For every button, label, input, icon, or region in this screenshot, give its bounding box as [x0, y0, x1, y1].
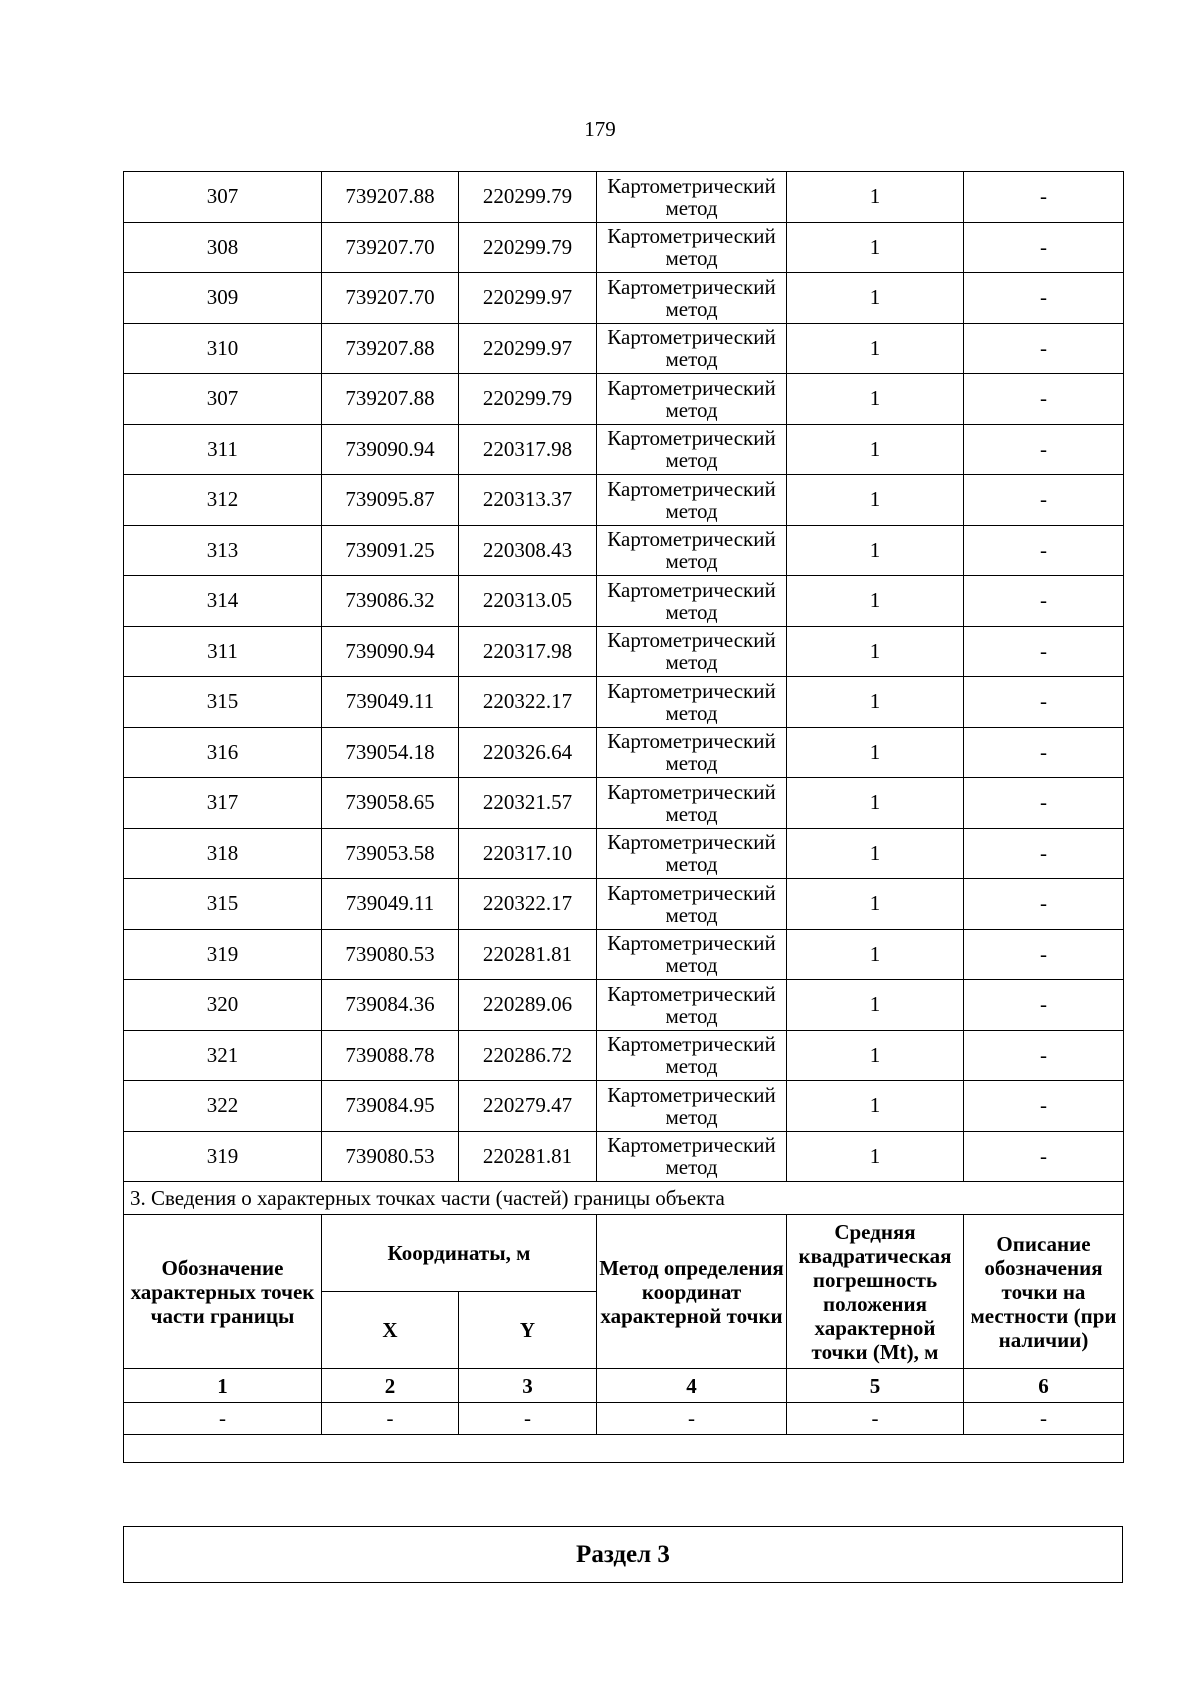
y-cell: 220321.57 [459, 778, 597, 829]
description-cell: - [964, 1131, 1124, 1182]
mt-cell: 1 [787, 1131, 964, 1182]
x-cell: 739207.88 [322, 374, 459, 425]
x-cell: 739084.95 [322, 1081, 459, 1132]
y-cell: 220299.97 [459, 273, 597, 324]
table-row [124, 980, 1124, 1031]
table-row [124, 1081, 1124, 1132]
column-number: 1 [124, 1369, 322, 1403]
description-cell: - [964, 374, 1124, 425]
y-cell: 220286.72 [459, 1030, 597, 1081]
y-cell: 220299.97 [459, 323, 597, 374]
y-cell: 220299.79 [459, 222, 597, 273]
description-cell: - [964, 980, 1124, 1031]
table-row [124, 424, 1124, 475]
y-cell: 220299.79 [459, 374, 597, 425]
description-cell: - [964, 727, 1124, 778]
mt-cell: 1 [787, 828, 964, 879]
y-cell: 220281.81 [459, 929, 597, 980]
description-cell: - [964, 929, 1124, 980]
method-cell: Картометрический метод [597, 525, 787, 576]
dash-cell: - [322, 1403, 459, 1435]
table-row [124, 475, 1124, 526]
point-cell: 322 [124, 1081, 322, 1132]
point-cell: 308 [124, 222, 322, 273]
table-row [124, 525, 1124, 576]
y-cell: 220322.17 [459, 677, 597, 728]
method-cell: Картометрический метод [597, 879, 787, 930]
description-cell: - [964, 323, 1124, 374]
table-row [124, 778, 1124, 829]
point-cell: 321 [124, 1030, 322, 1081]
x-cell: 739049.11 [322, 879, 459, 930]
method-cell: Картометрический метод [597, 1131, 787, 1182]
point-cell: 309 [124, 273, 322, 324]
description-cell: - [964, 626, 1124, 677]
description-cell: - [964, 273, 1124, 324]
mt-cell: 1 [787, 626, 964, 677]
method-cell: Картометрический метод [597, 424, 787, 475]
point-cell: 319 [124, 1131, 322, 1182]
description-cell: - [964, 222, 1124, 273]
description-cell: - [964, 778, 1124, 829]
mt-cell: 1 [787, 273, 964, 324]
method-cell: Картометрический метод [597, 273, 787, 324]
description-cell: - [964, 525, 1124, 576]
mt-cell: 1 [787, 475, 964, 526]
x-cell: 739049.11 [322, 677, 459, 728]
empty-row [124, 1435, 1124, 1463]
table-row [124, 323, 1124, 374]
y-cell: 220317.10 [459, 828, 597, 879]
mt-cell: 1 [787, 980, 964, 1031]
mt-cell: 1 [787, 323, 964, 374]
x-cell: 739091.25 [322, 525, 459, 576]
mt-cell: 1 [787, 424, 964, 475]
header-y: Y [459, 1292, 597, 1369]
x-cell: 739053.58 [322, 828, 459, 879]
description-cell: - [964, 475, 1124, 526]
column-number: 5 [787, 1369, 964, 1403]
table-row [124, 273, 1124, 324]
table-row [124, 1030, 1124, 1081]
point-cell: 316 [124, 727, 322, 778]
method-cell: Картометрический метод [597, 1081, 787, 1132]
description-cell: - [964, 677, 1124, 728]
dash-cell: - [124, 1403, 322, 1435]
method-cell: Картометрический метод [597, 626, 787, 677]
y-cell: 220279.47 [459, 1081, 597, 1132]
mt-cell: 1 [787, 727, 964, 778]
y-cell: 220308.43 [459, 525, 597, 576]
point-cell: 318 [124, 828, 322, 879]
section-caption: 3. Сведения о характерных точках части (частей) границы объекта [124, 1182, 1124, 1215]
method-cell: Картометрический метод [597, 374, 787, 425]
method-cell: Картометрический метод [597, 323, 787, 374]
x-cell: 739084.36 [322, 980, 459, 1031]
points-table-body [124, 172, 1124, 1182]
description-cell: - [964, 1081, 1124, 1132]
table-row [124, 172, 1124, 223]
point-cell: 312 [124, 475, 322, 526]
column-number: 2 [322, 1369, 459, 1403]
method-cell: Картометрический метод [597, 727, 787, 778]
x-cell: 739207.88 [322, 323, 459, 374]
table-row [124, 1131, 1124, 1182]
method-cell: Картометрический метод [597, 576, 787, 627]
header-mt: Средняя квадратическая погрешность положения характерной точки (Mt), м [787, 1215, 964, 1369]
column-number: 6 [964, 1369, 1124, 1403]
description-cell: - [964, 424, 1124, 475]
dash-cell: - [459, 1403, 597, 1435]
table-row [124, 222, 1124, 273]
method-cell: Картометрический метод [597, 778, 787, 829]
table-row [124, 677, 1124, 728]
mt-cell: 1 [787, 879, 964, 930]
x-cell: 739095.87 [322, 475, 459, 526]
dash-cell: - [597, 1403, 787, 1435]
point-cell: 315 [124, 677, 322, 728]
point-cell: 320 [124, 980, 322, 1031]
method-cell: Картометрический метод [597, 929, 787, 980]
mt-cell: 1 [787, 1030, 964, 1081]
dash-cell: - [964, 1403, 1124, 1435]
mt-cell: 1 [787, 1081, 964, 1132]
description-cell: - [964, 828, 1124, 879]
mt-cell: 1 [787, 222, 964, 273]
x-cell: 739207.70 [322, 273, 459, 324]
y-cell: 220317.98 [459, 626, 597, 677]
x-cell: 739080.53 [322, 929, 459, 980]
method-cell: Картометрический метод [597, 828, 787, 879]
mt-cell: 1 [787, 525, 964, 576]
description-cell: - [964, 879, 1124, 930]
y-cell: 220289.06 [459, 980, 597, 1031]
method-cell: Картометрический метод [597, 222, 787, 273]
point-cell: 314 [124, 576, 322, 627]
x-cell: 739207.88 [322, 172, 459, 223]
point-cell: 311 [124, 626, 322, 677]
y-cell: 220313.05 [459, 576, 597, 627]
method-cell: Картометрический метод [597, 980, 787, 1031]
description-cell: - [964, 576, 1124, 627]
table-row [124, 929, 1124, 980]
mt-cell: 1 [787, 374, 964, 425]
y-cell: 220322.17 [459, 879, 597, 930]
method-cell: Картометрический метод [597, 677, 787, 728]
header-method: Метод определения координат характерной точки [597, 1215, 787, 1369]
column-number: 4 [597, 1369, 787, 1403]
points-table [123, 171, 1124, 1463]
point-cell: 319 [124, 929, 322, 980]
table-row [124, 828, 1124, 879]
header-x: X [322, 1292, 459, 1369]
point-cell: 317 [124, 778, 322, 829]
x-cell: 739086.32 [322, 576, 459, 627]
y-cell: 220317.98 [459, 424, 597, 475]
y-cell: 220313.37 [459, 475, 597, 526]
description-cell: - [964, 172, 1124, 223]
point-cell: 313 [124, 525, 322, 576]
column-number: 3 [459, 1369, 597, 1403]
table-row [124, 576, 1124, 627]
mt-cell: 1 [787, 778, 964, 829]
x-cell: 739090.94 [322, 626, 459, 677]
mt-cell: 1 [787, 677, 964, 728]
header-description: Описание обозначения точки на местности (при наличии) [964, 1215, 1124, 1369]
header-coordinates: Координаты, м [322, 1215, 597, 1292]
x-cell: 739080.53 [322, 1131, 459, 1182]
x-cell: 739207.70 [322, 222, 459, 273]
table-row [124, 879, 1124, 930]
table-row [124, 626, 1124, 677]
x-cell: 739054.18 [322, 727, 459, 778]
y-cell: 220299.79 [459, 172, 597, 223]
mt-cell: 1 [787, 172, 964, 223]
description-cell: - [964, 1030, 1124, 1081]
y-cell: 220281.81 [459, 1131, 597, 1182]
method-cell: Картометрический метод [597, 475, 787, 526]
point-cell: 307 [124, 172, 322, 223]
mt-cell: 1 [787, 576, 964, 627]
method-cell: Картометрический метод [597, 172, 787, 223]
point-cell: 307 [124, 374, 322, 425]
dash-cell: - [787, 1403, 964, 1435]
x-cell: 739090.94 [322, 424, 459, 475]
mt-cell: 1 [787, 929, 964, 980]
x-cell: 739058.65 [322, 778, 459, 829]
header-point-designation: Обозначение характерных точек части границы [124, 1215, 322, 1369]
point-cell: 311 [124, 424, 322, 475]
section-title: Раздел 3 [123, 1526, 1123, 1583]
point-cell: 315 [124, 879, 322, 930]
method-cell: Картометрический метод [597, 1030, 787, 1081]
table-row [124, 374, 1124, 425]
page-number: 179 [584, 117, 616, 141]
point-cell: 310 [124, 323, 322, 374]
table-row [124, 727, 1124, 778]
x-cell: 739088.78 [322, 1030, 459, 1081]
y-cell: 220326.64 [459, 727, 597, 778]
